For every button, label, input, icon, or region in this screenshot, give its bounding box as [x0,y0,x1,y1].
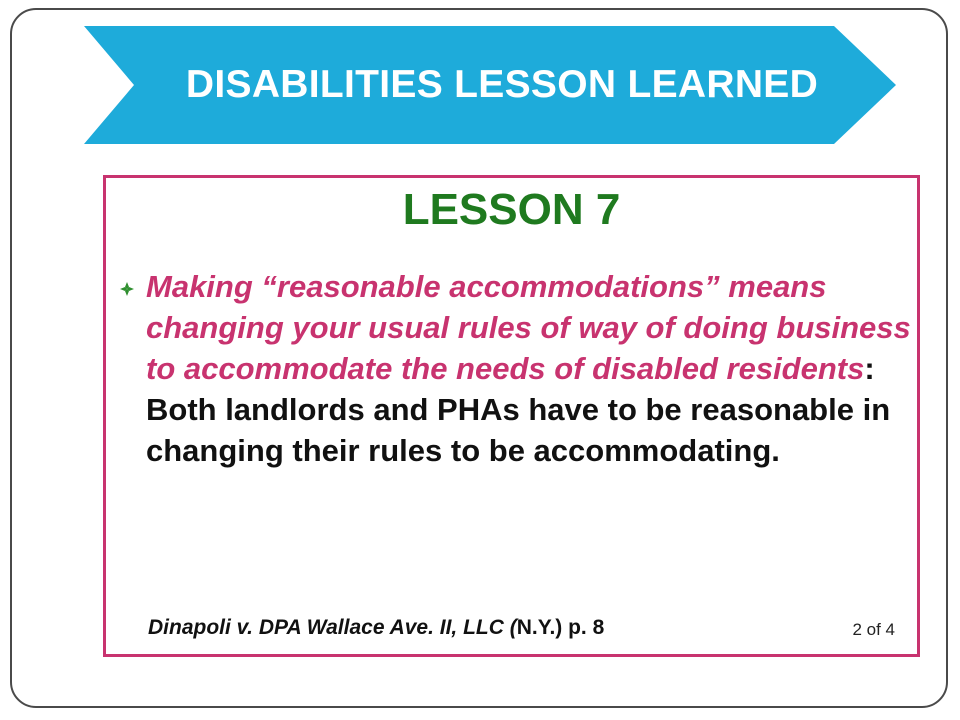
case-citation [148,616,604,640]
bullet-emphasis-text: Making “reasonable accommodations” means changing your usual rules of way of doing business to accommodate the needs of disabled residents [146,269,911,386]
lesson-heading: LESSON 7 [402,185,621,234]
case-name: Dinapoli v. DPA Wallace Ave. II, LLC ( [148,616,517,639]
bullet-normal-text: : Both landlords and PHAs have to be reasonable in changing their rules to be accommodating. [146,351,891,468]
bullet-item [146,266,916,471]
page-counter: 2 of 4 [852,620,895,639]
lesson-content-box [103,175,920,657]
case-jurisdiction: N.Y.) p. 8 [516,616,605,639]
banner-title: DISABILITIES LESSON LEARNED [185,63,819,106]
diamond-bullet-icon [120,282,134,296]
